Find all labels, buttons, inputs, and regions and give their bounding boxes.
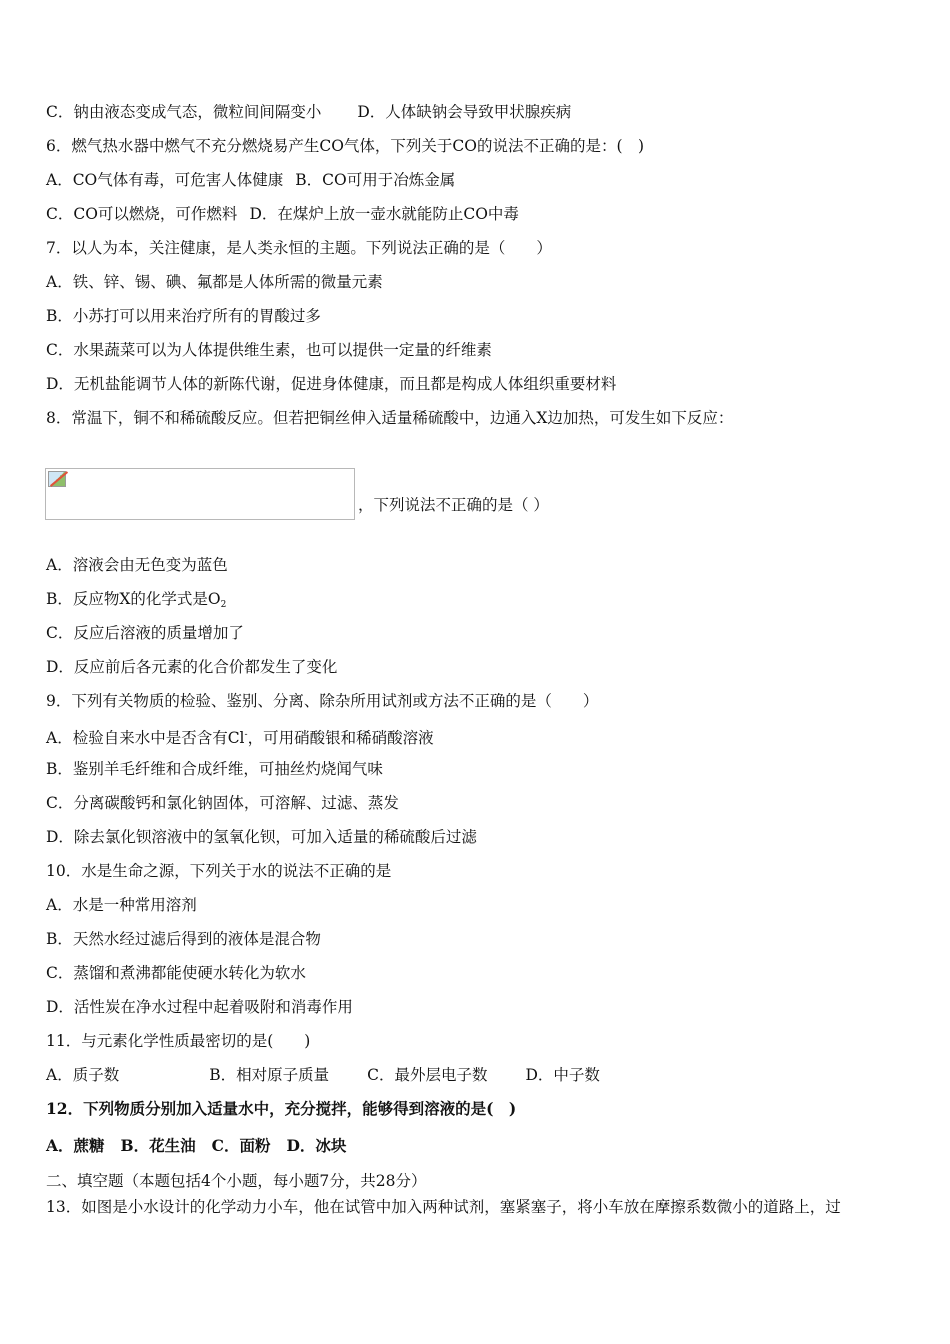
broken-image-icon [48,471,66,487]
option-text: A．CO气体有毒，可危害人体健康 [46,171,284,189]
option-text: C．蒸馏和煮沸都能使硬水转化为软水 [46,964,306,982]
option-text: B．CO可用于冶炼金属 [295,171,456,189]
option-text: C．水果蔬菜可以为人体提供维生素，也可以提供一定量的纤维素 [46,341,492,359]
question-8: 8．常温下，铜不和稀硫酸反应。但若把铜丝伸入适量稀硫酸中，边通入X边加热，可发生如下反应： [46,409,734,427]
broken-equation-image [45,468,355,520]
option-text: B．反应物X的化学式是O [46,590,221,608]
option-text: ，可用硝酸银和稀硝酸溶液 [247,729,434,747]
question-13: 13．如图是小水设计的化学动力小车，他在试管中加入两种试剂，塞紧塞子，将小车放在摩擦系数微小的道路上，过 [46,1198,841,1216]
option-text: A．水是一种常用溶剂 [46,896,197,914]
option-text: A．蔗糖 [46,1136,105,1155]
section-heading: 二、填空题（本题包括4个小题，每小题7分，共28分） [46,1172,427,1190]
option-text: A．铁、锌、锡、碘、氟都是人体所需的微量元素 [46,273,383,291]
question-8-option-b [46,589,226,615]
question-8-tail: ，下列说法不正确的是（ ） [358,496,549,514]
option-text: D．反应前后各元素的化合价都发生了变化 [46,658,338,676]
option-text: D．在煤炉上放一壶水就能防止CO中毒 [249,205,519,223]
question-7: 7．以人为本，关注健康，是人类永恒的主题。下列说法正确的是（ ） [46,239,552,257]
option-text: B．相对原子质量 [209,1066,330,1084]
superscript: - [244,730,248,740]
option-text: B．花生油 [120,1136,196,1155]
question-11-options [46,1065,600,1085]
question-12-options [46,1136,346,1156]
question-11: 11．与元素化学性质最密切的是( ) [46,1032,311,1050]
option-text: D．无机盐能调节人体的新陈代谢，促进身体健康，而且都是构成人体组织重要材料 [46,375,617,393]
option-text: A．质子数 [46,1066,120,1084]
option-text: B．鉴别羊毛纤维和合成纤维，可抽丝灼烧闻气味 [46,760,383,778]
option-text: C．CO可以燃烧，可作燃料 [46,205,238,223]
question-10: 10．水是生命之源，下列关于水的说法不正确的是 [46,862,392,880]
option-text: B．小苏打可以用来治疗所有的胃酸过多 [46,307,321,325]
question-6: 6．燃气热水器中燃气不充分燃烧易产生CO气体，下列关于CO的说法不正确的是：( ) [46,137,645,155]
question-9-option-a [46,725,434,748]
question-6-options-ab [46,170,455,190]
option-text: C．钠由液态变成气态，微粒间间隔变小 [46,103,322,121]
option-text: D．活性炭在净水过程中起着吸附和消毒作用 [46,998,353,1016]
option-text: D．中子数 [525,1066,600,1084]
line-c-option [46,102,571,122]
question-12: 12．下列物质分别加入适量水中，充分搅拌，能够得到溶液的是( ) [46,1099,517,1118]
option-text: B．天然水经过滤后得到的液体是混合物 [46,930,321,948]
option-text: D．人体缺钠会导致甲状腺疾病 [357,103,572,121]
option-text: C．反应后溶液的质量增加了 [46,624,244,642]
option-text: D．冰块 [286,1136,347,1155]
option-text: A．检验自来水中是否含有Cl [46,729,245,747]
option-text: D．除去氯化钡溶液中的氢氧化钡，可加入适量的稀硫酸后过滤 [46,828,477,846]
question-9: 9．下列有关物质的检验、鉴别、分离、除杂所用试剂或方法不正确的是（ ） [46,692,599,710]
option-text: C．最外层电子数 [367,1066,488,1084]
option-text: C．分离碳酸钙和氯化钠固体，可溶解、过滤、蒸发 [46,794,399,812]
option-text: C．面粉 [211,1136,271,1155]
question-6-options-cd [46,204,519,224]
subscript: 2 [220,600,227,610]
option-text: A．溶液会由无色变为蓝色 [46,556,228,574]
